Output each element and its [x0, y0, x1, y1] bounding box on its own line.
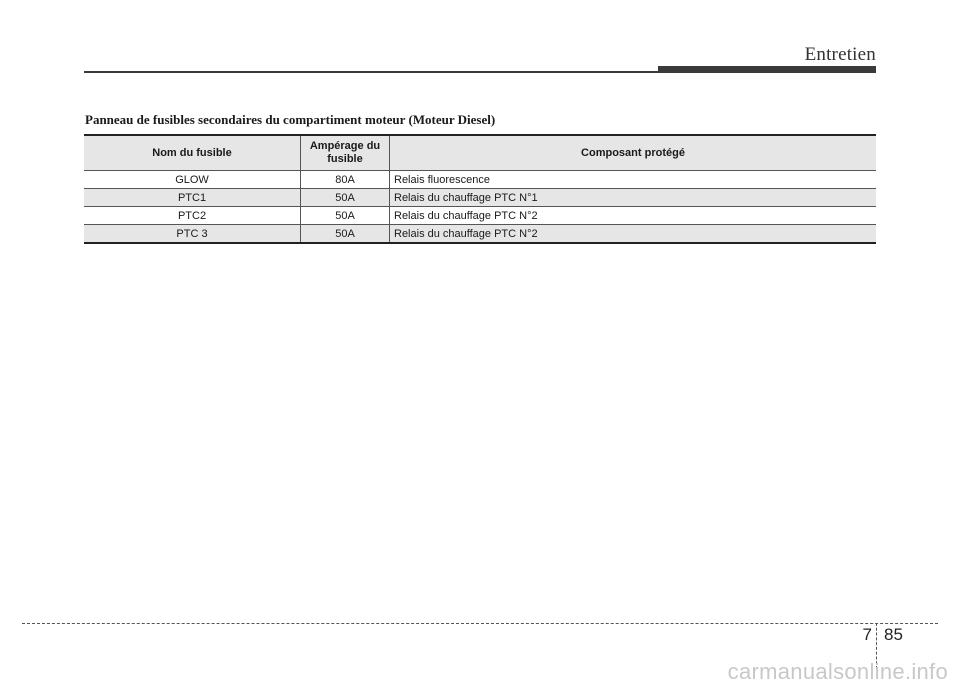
cell-fuse-name: PTC 3 [84, 225, 301, 244]
cell-fuse-name: GLOW [84, 171, 301, 189]
cell-protected-component: Relais du chauffage PTC N°1 [390, 189, 877, 207]
header-rule-thin [84, 71, 660, 73]
page-number: 85 [884, 625, 903, 644]
cell-fuse-name: PTC2 [84, 207, 301, 225]
watermark: carmanualsonline.info [727, 659, 948, 684]
chapter-number: 7 [862, 625, 872, 644]
cell-fuse-amperage: 80A [301, 171, 390, 189]
cell-fuse-amperage: 50A [301, 207, 390, 225]
cell-fuse-amperage: 50A [301, 225, 390, 244]
fuse-table [84, 134, 876, 244]
cell-fuse-name: PTC1 [84, 189, 301, 207]
table-header-row [84, 135, 876, 171]
fuse-table-header [84, 135, 876, 171]
page-header-title: Entretien [804, 44, 876, 65]
table-row [84, 225, 876, 244]
header-protected-component: Composant protégé [390, 135, 877, 171]
header-amp-line1: Ampérage du [309, 140, 381, 152]
header-amp-line2: fusible [327, 153, 363, 165]
table-row [84, 171, 876, 189]
cell-fuse-amperage: 50A [301, 189, 390, 207]
header-fuse-name: Nom du fusible [84, 135, 301, 171]
cell-protected-component: Relais du chauffage PTC N°2 [390, 225, 877, 244]
section-title: Panneau de fusibles secondaires du compartiment moteur (Moteur Diesel) [85, 112, 496, 127]
table-row [84, 207, 876, 225]
header-fuse-amperage [301, 135, 390, 171]
fuse-table-body [84, 171, 876, 244]
cell-protected-component: Relais fluorescence [390, 171, 877, 189]
footer-dashed-rule [22, 623, 938, 624]
header-rule-thick [658, 66, 876, 73]
cell-protected-component: Relais du chauffage PTC N°2 [390, 207, 877, 225]
table-row [84, 189, 876, 207]
